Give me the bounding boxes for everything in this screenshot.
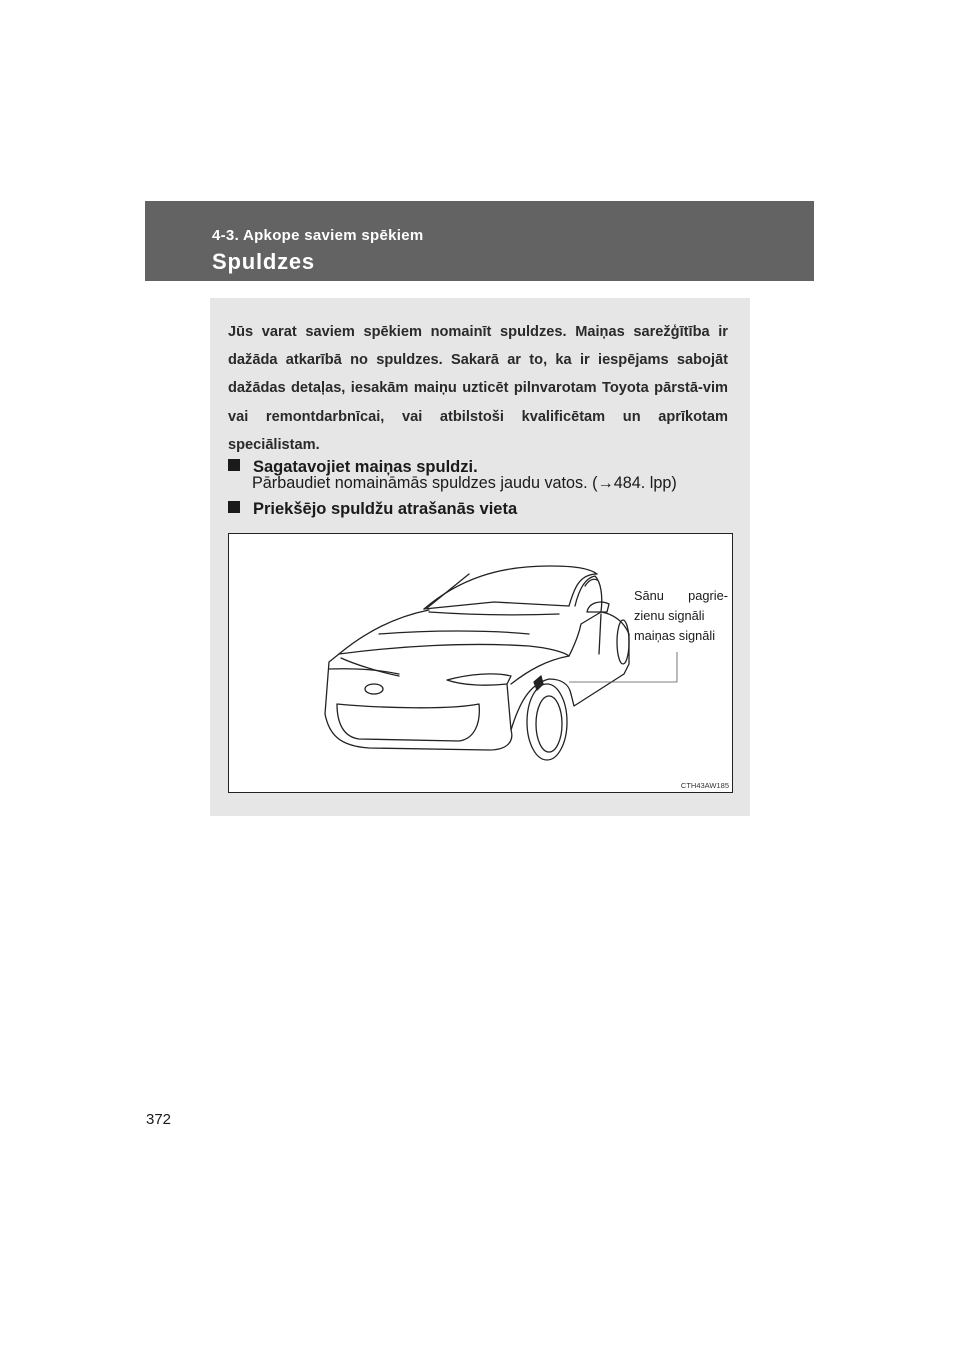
callout-word-2: pagrie- xyxy=(688,588,728,603)
square-bullet-icon xyxy=(228,459,240,471)
section-heading-prepare-text: Sagatavojiet maiņas spuldzi. xyxy=(253,458,478,476)
page-title: Spuldzes xyxy=(212,249,315,274)
section-heading-location-text: Priekšējo spuldžu atrašanās vieta xyxy=(253,500,518,518)
callout-word-1: Sānu xyxy=(634,588,664,603)
section-heading-location xyxy=(228,500,517,519)
content-box xyxy=(210,298,750,816)
car-illustration xyxy=(229,534,732,792)
square-bullet-icon xyxy=(228,501,240,513)
car-illustration-frame xyxy=(228,533,733,793)
section-label: 4-3. Apkope saviem spēkiem xyxy=(212,227,424,244)
figure-code: CTH43AW185 xyxy=(680,781,729,790)
callout-line-3: maiņas signāli xyxy=(634,628,716,643)
page-number: 372 xyxy=(146,1111,172,1128)
header-band xyxy=(145,201,814,281)
intro-paragraph: Jūs varat saviem spēkiem nomainīt spuldzes. Maiņas sarežģītība ir dažāda atkarībā no spuldzes. Sakarā ar to, ka ir iespējams sabojāt dažādas detaļas, iesakām maiņu uzticēt pilnvarotam Toyota pārstā-vim vai remontdarbnīcai, vai atbilstoši kvalificētam un aprīkotam speciālistam. xyxy=(228,324,728,453)
callout-line-2: zienu signāli xyxy=(634,608,705,623)
side-turn-signal-callout xyxy=(634,586,728,646)
section-text-prepare: Pārbaudiet nomaināmās spuldzes jaudu vatos. (→484. lpp) xyxy=(252,474,677,492)
